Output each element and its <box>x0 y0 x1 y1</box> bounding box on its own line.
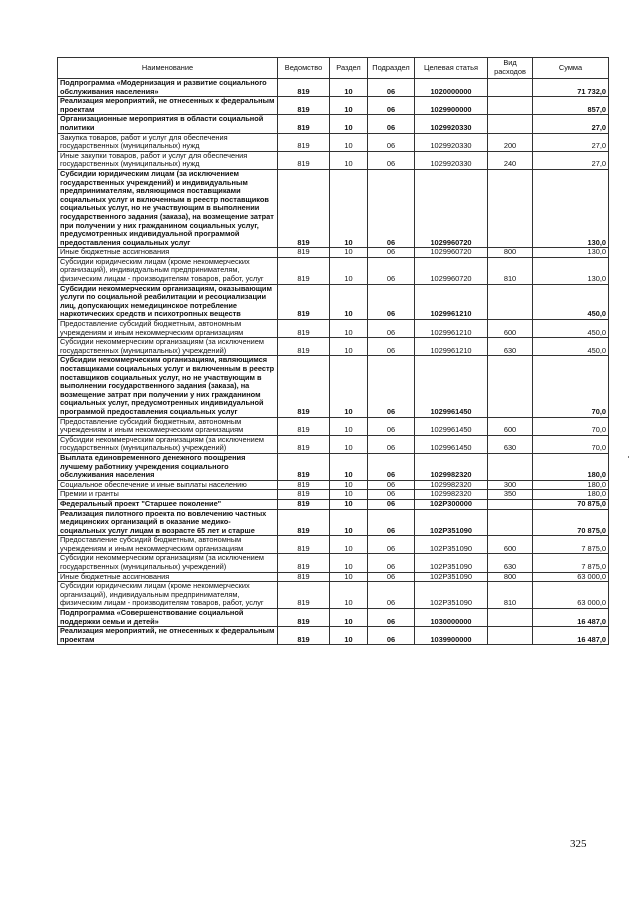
row-section: 10 <box>330 79 368 97</box>
row-target: 1029900000 <box>415 97 488 115</box>
row-exp-type <box>488 115 533 133</box>
row-section: 10 <box>330 169 368 247</box>
table-row <box>58 453 609 480</box>
row-exp-type <box>488 453 533 480</box>
row-target: 1029961210 <box>415 284 488 319</box>
table-row <box>58 627 609 645</box>
row-subsection: 06 <box>368 435 415 453</box>
row-dept: 819 <box>278 115 330 133</box>
row-target: 1029961210 <box>415 338 488 356</box>
row-amount: 450,0 <box>533 338 609 356</box>
row-target: 102P351090 <box>415 572 488 582</box>
row-subsection: 06 <box>368 284 415 319</box>
row-dept: 819 <box>278 609 330 627</box>
row-subsection: 06 <box>368 248 415 258</box>
row-amount: 180,0 <box>533 480 609 490</box>
table-row <box>58 248 609 258</box>
header-exp-type: Вид расходов <box>488 58 533 79</box>
row-name: Субсидии юридическим лицам (кроме некоммерческих организаций), индивидуальным предпринимателям, физическим лицам - производителям товаров, работ, услуг <box>58 257 278 284</box>
row-name: Подпрограмма «Модернизация и развитие социального обслуживания населения» <box>58 79 278 97</box>
row-dept: 819 <box>278 257 330 284</box>
row-dept: 819 <box>278 627 330 645</box>
row-name: Субсидии некоммерческим организациям, являющимся поставщиками социальных услуг и включенным в реестр поставщиков социальных услуг, но не участвующим в выполнении государственного задания (заказа), на возмещение затрат при получении у них гражданином социальных услуг, предусмотренных индивидуальной программой предоставления социальных услуг <box>58 356 278 417</box>
row-subsection: 06 <box>368 97 415 115</box>
row-subsection: 06 <box>368 480 415 490</box>
table-row <box>58 435 609 453</box>
row-target: 1029982320 <box>415 453 488 480</box>
row-dept: 819 <box>278 435 330 453</box>
row-subsection: 06 <box>368 338 415 356</box>
row-dept: 819 <box>278 490 330 500</box>
row-amount: 450,0 <box>533 320 609 338</box>
row-subsection: 06 <box>368 169 415 247</box>
row-dept: 819 <box>278 417 330 435</box>
row-dept: 819 <box>278 133 330 151</box>
row-target: 1029920330 <box>415 133 488 151</box>
row-target: 1029982320 <box>415 490 488 500</box>
row-amount: 70 875,0 <box>533 509 609 536</box>
row-subsection: 06 <box>368 554 415 572</box>
table-row <box>58 417 609 435</box>
row-name: Субсидии некоммерческим организациям (за исключением государственных (муниципальных) учреждений) <box>58 554 278 572</box>
row-target: 1029960720 <box>415 169 488 247</box>
table-row <box>58 356 609 417</box>
row-name: Реализация мероприятий, не отнесенных к федеральным проектам <box>58 627 278 645</box>
row-section: 10 <box>330 338 368 356</box>
row-dept: 819 <box>278 338 330 356</box>
row-target: 102P300000 <box>415 499 488 509</box>
row-target: 1029920330 <box>415 151 488 169</box>
table-row <box>58 490 609 500</box>
row-target: 1029961210 <box>415 320 488 338</box>
row-subsection: 06 <box>368 572 415 582</box>
row-exp-type <box>488 79 533 97</box>
row-subsection: 06 <box>368 320 415 338</box>
row-section: 10 <box>330 151 368 169</box>
table-row <box>58 151 609 169</box>
row-section: 10 <box>330 257 368 284</box>
row-subsection: 06 <box>368 627 415 645</box>
row-section: 10 <box>330 417 368 435</box>
row-exp-type: 600 <box>488 417 533 435</box>
row-target: 1029961450 <box>415 417 488 435</box>
row-subsection: 06 <box>368 490 415 500</box>
row-dept: 819 <box>278 151 330 169</box>
row-section: 10 <box>330 97 368 115</box>
table-row <box>58 284 609 319</box>
row-exp-type <box>488 609 533 627</box>
row-exp-type <box>488 499 533 509</box>
row-target: 1029960720 <box>415 248 488 258</box>
row-exp-type: 600 <box>488 320 533 338</box>
row-name: Субсидии юридическим лицам (кроме некоммерческих организаций), индивидуальным предпринимателям, физическим лицам - производителям товаров, работ, услуг <box>58 582 278 609</box>
row-section: 10 <box>330 609 368 627</box>
row-section: 10 <box>330 582 368 609</box>
row-target: 102P351090 <box>415 554 488 572</box>
row-target: 1029920330 <box>415 115 488 133</box>
scan-mark <box>628 456 629 458</box>
row-name: Иные бюджетные ассигнования <box>58 572 278 582</box>
row-name: Предоставление субсидий бюджетным, автономным учреждениям и иным некоммерческим организациям <box>58 536 278 554</box>
row-name: Субсидии некоммерческим организациям, оказывающим услуги по социальной реабилитации и ресоциализации лиц, допускающих немедицинское потребление наркотических средств и психотропных веществ <box>58 284 278 319</box>
row-target: 1029961450 <box>415 356 488 417</box>
header-subsection: Подраздел <box>368 58 415 79</box>
row-exp-type <box>488 627 533 645</box>
row-name: Организационные мероприятия в области социальной политики <box>58 115 278 133</box>
table-row <box>58 257 609 284</box>
row-amount: 857,0 <box>533 97 609 115</box>
row-amount: 70,0 <box>533 417 609 435</box>
row-dept: 819 <box>278 79 330 97</box>
header-section: Раздел <box>330 58 368 79</box>
row-name: Подпрограмма «Совершенствование социальной поддержки семьи и детей» <box>58 609 278 627</box>
row-subsection: 06 <box>368 79 415 97</box>
row-name: Премии и гранты <box>58 490 278 500</box>
row-section: 10 <box>330 356 368 417</box>
row-section: 10 <box>330 554 368 572</box>
row-amount: 130,0 <box>533 248 609 258</box>
table-row <box>58 499 609 509</box>
row-amount: 70,0 <box>533 356 609 417</box>
row-exp-type <box>488 356 533 417</box>
row-section: 10 <box>330 320 368 338</box>
row-exp-type: 240 <box>488 151 533 169</box>
row-section: 10 <box>330 435 368 453</box>
row-target: 1020000000 <box>415 79 488 97</box>
row-amount: 16 487,0 <box>533 609 609 627</box>
row-subsection: 06 <box>368 536 415 554</box>
row-name: Предоставление субсидий бюджетным, автономным учреждениям и иным некоммерческим организациям <box>58 417 278 435</box>
row-amount: 130,0 <box>533 257 609 284</box>
row-amount: 63 000,0 <box>533 572 609 582</box>
row-exp-type: 300 <box>488 480 533 490</box>
row-name: Иные бюджетные ассигнования <box>58 248 278 258</box>
row-dept: 819 <box>278 248 330 258</box>
table-row <box>58 133 609 151</box>
row-exp-type <box>488 284 533 319</box>
row-amount: 70,0 <box>533 435 609 453</box>
row-section: 10 <box>330 572 368 582</box>
table-row <box>58 169 609 247</box>
budget-table <box>57 57 609 645</box>
row-dept: 819 <box>278 536 330 554</box>
row-name: Федеральный проект "Старшее поколение" <box>58 499 278 509</box>
row-subsection: 06 <box>368 509 415 536</box>
table-row <box>58 79 609 97</box>
row-dept: 819 <box>278 480 330 490</box>
row-exp-type: 810 <box>488 257 533 284</box>
row-exp-type: 800 <box>488 572 533 582</box>
row-amount: 130,0 <box>533 169 609 247</box>
row-section: 10 <box>330 133 368 151</box>
row-dept: 819 <box>278 453 330 480</box>
row-amount: 180,0 <box>533 453 609 480</box>
row-exp-type: 810 <box>488 582 533 609</box>
table-body <box>58 79 609 645</box>
row-exp-type: 600 <box>488 536 533 554</box>
row-amount: 27,0 <box>533 133 609 151</box>
row-exp-type <box>488 97 533 115</box>
row-subsection: 06 <box>368 499 415 509</box>
row-amount: 450,0 <box>533 284 609 319</box>
row-name: Иные закупки товаров, работ и услуг для обеспечения государственных (муниципальных) нужд <box>58 151 278 169</box>
table-row <box>58 536 609 554</box>
row-dept: 819 <box>278 97 330 115</box>
row-subsection: 06 <box>368 582 415 609</box>
row-name: Социальное обеспечение и иные выплаты населению <box>58 480 278 490</box>
row-target: 1029960720 <box>415 257 488 284</box>
row-name: Субсидии некоммерческим организациям (за исключением государственных (муниципальных) учреждений) <box>58 435 278 453</box>
row-name: Реализация пилотного проекта по вовлечению частных медицинских организаций в оказание медико-социальных услуг лицам в возрасте 65 лет и старше <box>58 509 278 536</box>
row-amount: 63 000,0 <box>533 582 609 609</box>
row-exp-type <box>488 509 533 536</box>
table-row <box>58 97 609 115</box>
row-dept: 819 <box>278 499 330 509</box>
row-dept: 819 <box>278 320 330 338</box>
table-row <box>58 480 609 490</box>
header-dept: Ведомство <box>278 58 330 79</box>
table-row <box>58 320 609 338</box>
row-exp-type: 630 <box>488 338 533 356</box>
row-subsection: 06 <box>368 115 415 133</box>
row-dept: 819 <box>278 356 330 417</box>
row-target: 1030000000 <box>415 609 488 627</box>
row-name: Субсидии юридическим лицам (за исключением государственных учреждений) и индивидуальным предпринимателям, являющимся поставщиками социальных услуг и включенным в реестр поставщиков социальных услуг, но не участвующим в выполнении государственного задания (заказа), на возмещение затрат при получении у них гражданином социальных услуг, предусмотренных индивидуальной программой предоставления социальных услуг <box>58 169 278 247</box>
row-target: 1029961450 <box>415 435 488 453</box>
table-row <box>58 115 609 133</box>
row-exp-type: 200 <box>488 133 533 151</box>
row-amount: 16 487,0 <box>533 627 609 645</box>
row-subsection: 06 <box>368 417 415 435</box>
row-subsection: 06 <box>368 151 415 169</box>
row-dept: 819 <box>278 572 330 582</box>
row-amount: 27,0 <box>533 115 609 133</box>
row-section: 10 <box>330 536 368 554</box>
table-row <box>58 582 609 609</box>
row-dept: 819 <box>278 554 330 572</box>
row-section: 10 <box>330 115 368 133</box>
row-name: Закупка товаров, работ и услуг для обеспечения государственных (муниципальных) нужд <box>58 133 278 151</box>
row-dept: 819 <box>278 284 330 319</box>
row-section: 10 <box>330 248 368 258</box>
row-amount: 7 875,0 <box>533 554 609 572</box>
header-amount: Сумма <box>533 58 609 79</box>
table-row <box>58 509 609 536</box>
row-target: 102P351090 <box>415 582 488 609</box>
row-amount: 71 732,0 <box>533 79 609 97</box>
row-name: Реализация мероприятий, не отнесенных к федеральным проектам <box>58 97 278 115</box>
row-amount: 27,0 <box>533 151 609 169</box>
header-name: Наименование <box>58 58 278 79</box>
row-section: 10 <box>330 453 368 480</box>
table-row <box>58 338 609 356</box>
row-dept: 819 <box>278 509 330 536</box>
header-target: Целевая статья <box>415 58 488 79</box>
row-target: 1029982320 <box>415 480 488 490</box>
row-section: 10 <box>330 499 368 509</box>
row-exp-type: 350 <box>488 490 533 500</box>
row-subsection: 06 <box>368 257 415 284</box>
row-target: 102P351090 <box>415 536 488 554</box>
row-amount: 70 875,0 <box>533 499 609 509</box>
row-target: 1039900000 <box>415 627 488 645</box>
row-target: 102P351090 <box>415 509 488 536</box>
row-name: Предоставление субсидий бюджетным, автономным учреждениям и иным некоммерческим организациям <box>58 320 278 338</box>
row-dept: 819 <box>278 582 330 609</box>
row-section: 10 <box>330 509 368 536</box>
row-exp-type: 630 <box>488 554 533 572</box>
row-section: 10 <box>330 490 368 500</box>
row-section: 10 <box>330 480 368 490</box>
row-exp-type <box>488 169 533 247</box>
row-amount: 7 875,0 <box>533 536 609 554</box>
table-row <box>58 554 609 572</box>
row-subsection: 06 <box>368 356 415 417</box>
row-name: Субсидии некоммерческим организациям (за исключением государственных (муниципальных) учреждений) <box>58 338 278 356</box>
row-exp-type: 800 <box>488 248 533 258</box>
table-row <box>58 609 609 627</box>
row-dept: 819 <box>278 169 330 247</box>
header-row <box>58 58 609 79</box>
row-section: 10 <box>330 284 368 319</box>
row-amount: 180,0 <box>533 490 609 500</box>
row-subsection: 06 <box>368 609 415 627</box>
row-subsection: 06 <box>368 133 415 151</box>
page-number: 325 <box>570 838 587 850</box>
row-subsection: 06 <box>368 453 415 480</box>
row-name: Выплата единовременного денежного поощрения лучшему работнику учреждения социального обслуживания населения <box>58 453 278 480</box>
row-section: 10 <box>330 627 368 645</box>
row-exp-type: 630 <box>488 435 533 453</box>
